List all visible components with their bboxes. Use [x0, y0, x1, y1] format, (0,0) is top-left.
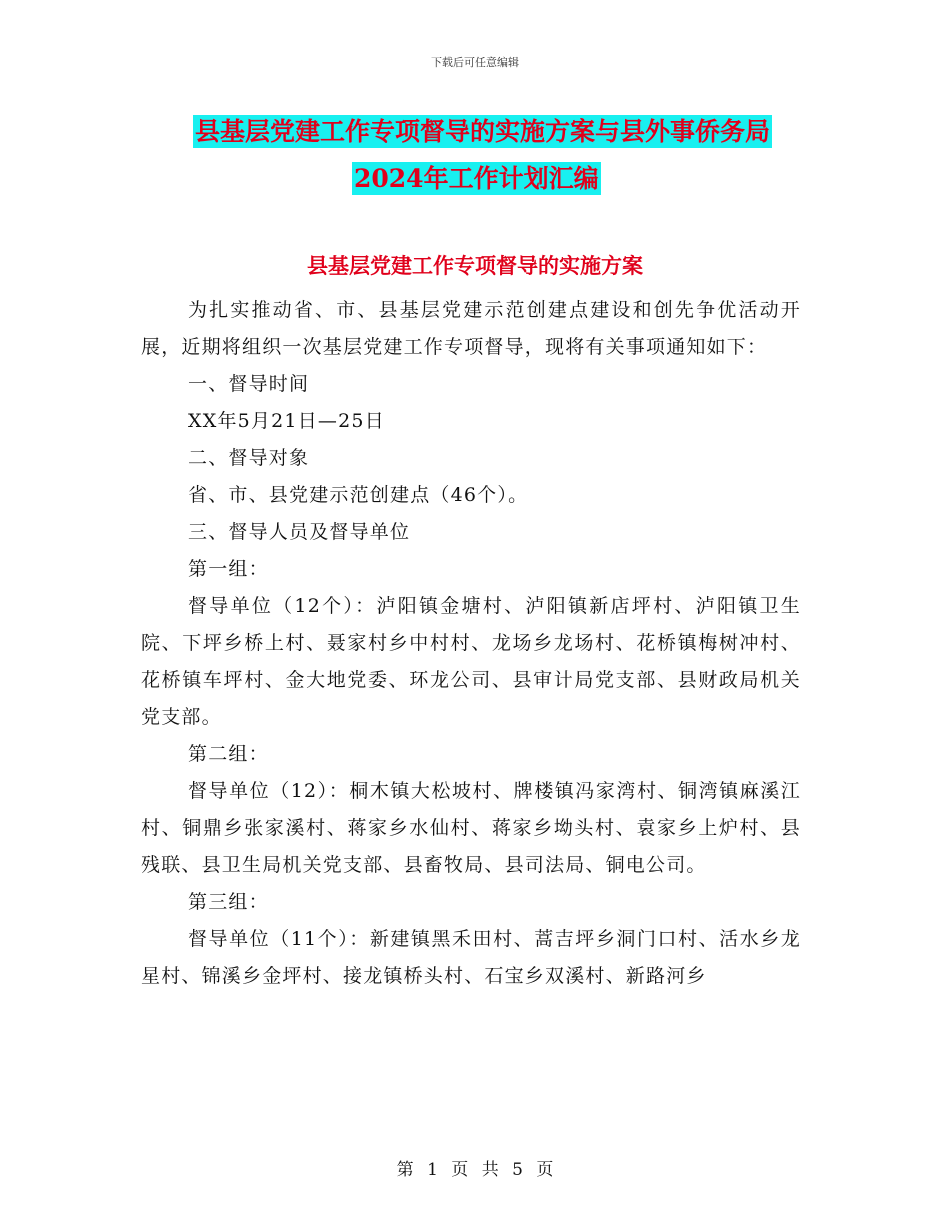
group-2-units: 督导单位（12）：桐木镇大松坡村、牌楼镇冯家湾村、铜湾镇麻溪江村、铜鼎乡张家溪村、蒋家乡水仙村、蒋家乡坳头村、袁家乡上炉村、县残联、县卫生局机关党支部、县畜牧局、县司法局、铜电公司。	[141, 780, 801, 876]
page-footer: 第 1 页 共 5 页	[396, 1160, 554, 1180]
group-1-label: 第一组：	[188, 558, 269, 580]
header-note: 下载后可任意编辑	[431, 56, 519, 69]
heading-personnel: 三、督导人员及督导单位	[188, 521, 411, 543]
group-2-label: 第二组：	[188, 743, 269, 765]
paragraph-targets: 省、市、县党建示范创建点（46个）。	[188, 484, 529, 506]
document-body	[141, 292, 801, 995]
heading-targets: 二、督导对象	[188, 447, 310, 469]
group-1-units: 督导单位（12个）：泸阳镇金塘村、泸阳镇新店坪村、泸阳镇卫生院、下坪乡桥上村、聂家村乡中村村、龙场乡龙场村、花桥镇梅树冲村、花桥镇车坪村、金大地党委、环龙公司、县审计局党支部、县财政局机关党支部。	[141, 595, 801, 728]
paragraph-time: XX年5月21日—25日	[188, 410, 385, 432]
group-3-units: 督导单位（11个）：新建镇黑禾田村、蒿吉坪乡洞门口村、活水乡龙星村、锦溪乡金坪村、接龙镇桥头村、石宝乡双溪村、新路河乡	[141, 928, 801, 987]
section-title: 县基层党建工作专项督导的实施方案	[307, 253, 643, 278]
heading-time: 一、督导时间	[188, 373, 310, 395]
title-line-1: 县基层党建工作专项督导的实施方案与县外事侨务局	[195, 117, 771, 146]
paragraph-intro: 为扎实推动省、市、县基层党建示范创建点建设和创先争优活动开展，近期将组织一次基层党建工作专项督导，现将有关事项通知如下：	[141, 299, 801, 358]
title-line-2: 2024年工作计划汇编	[354, 164, 599, 193]
group-3-label: 第三组：	[188, 891, 269, 913]
